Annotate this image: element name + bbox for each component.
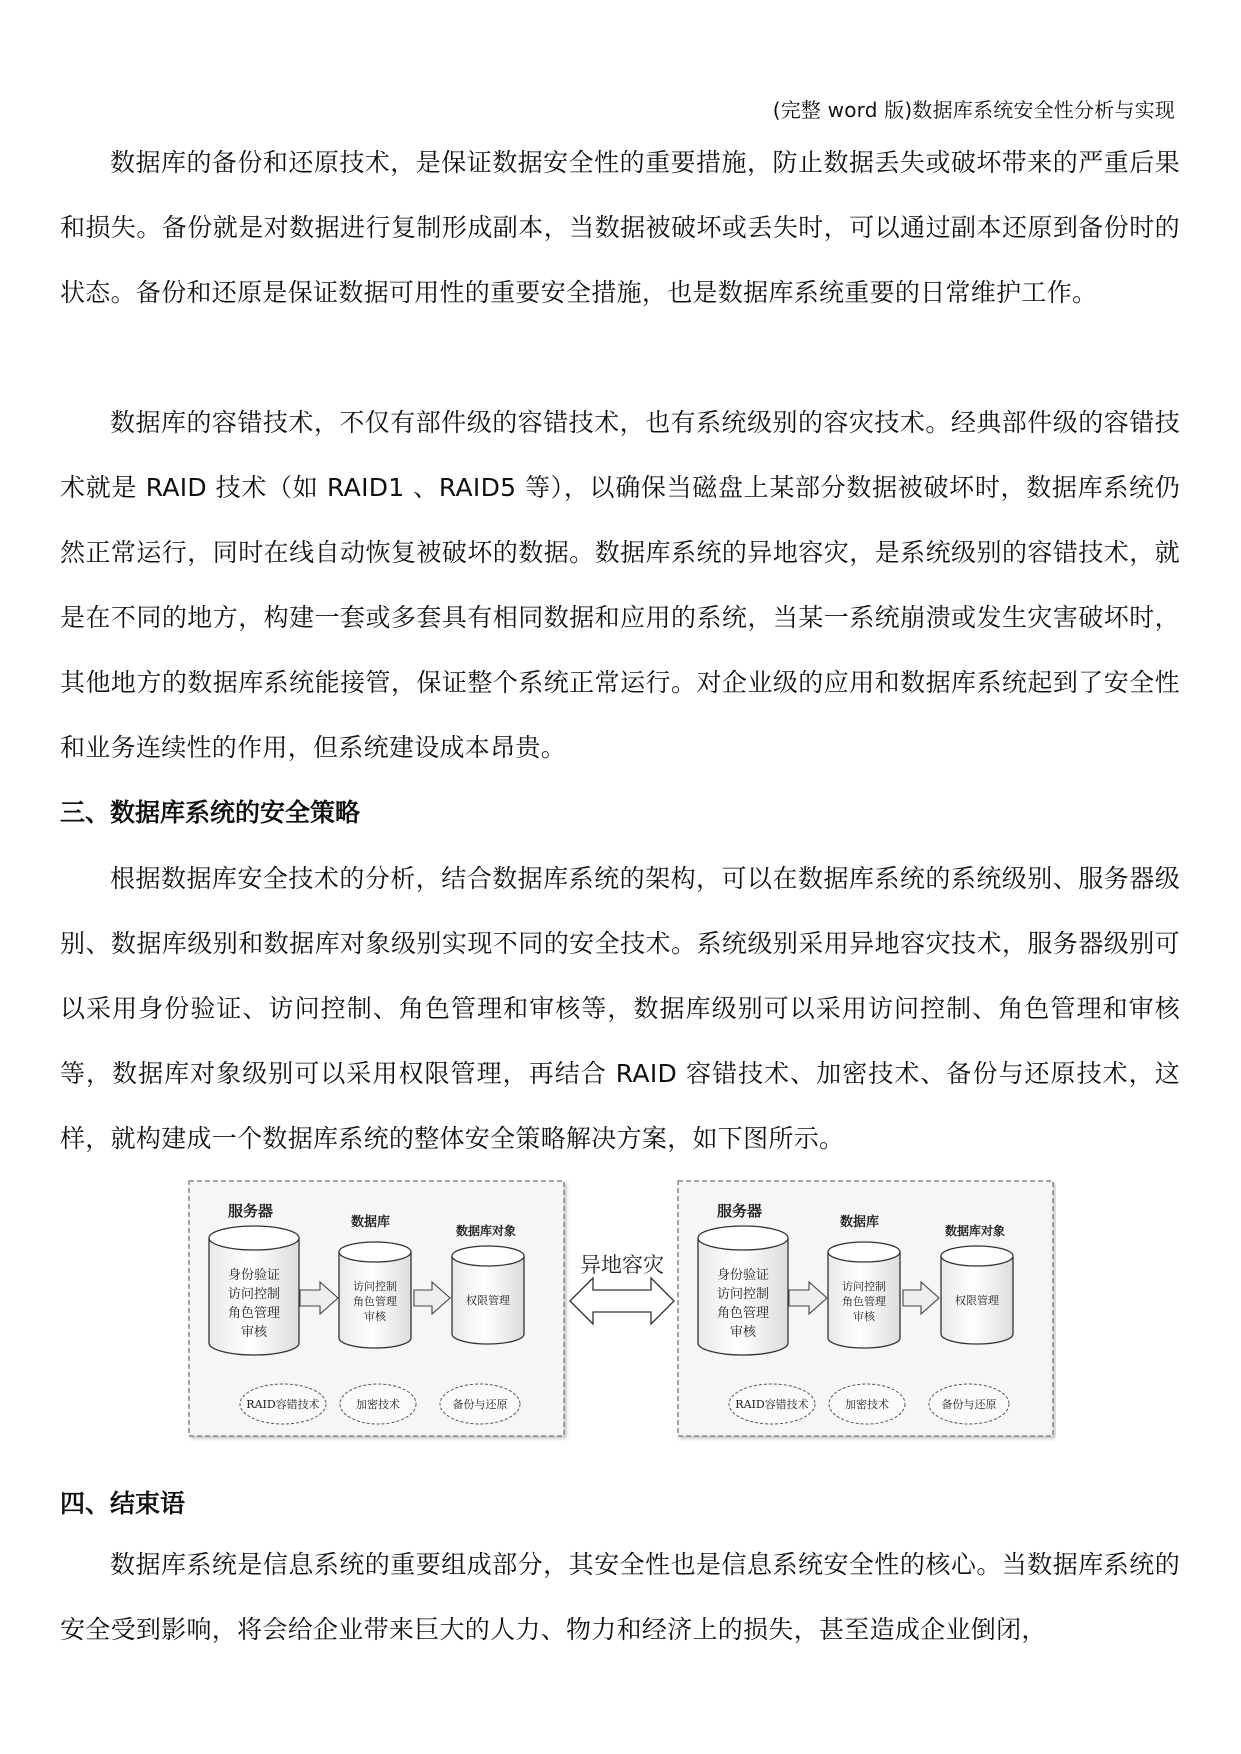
tech-label: 加密技术 [845, 1398, 889, 1411]
db-object-title: 数据库对象 [456, 1224, 517, 1238]
heading-conclusion: 四、结束语 [60, 1489, 186, 1518]
server-item: 角色管理 [716, 1306, 770, 1321]
server-title: 服务器 [717, 1202, 763, 1220]
server-item: 访问控制 [716, 1287, 770, 1302]
remote-disaster-recovery-label: 异地容灾 [580, 1253, 664, 1277]
database-title: 数据库 [351, 1215, 391, 1230]
database-title: 数据库 [840, 1215, 880, 1230]
double-arrow-icon [570, 1278, 674, 1324]
server-item: 访问控制 [227, 1287, 281, 1302]
tech-label: 加密技术 [356, 1398, 400, 1411]
server-item: 审核 [240, 1325, 268, 1340]
tech-label: 备份与还原 [452, 1398, 508, 1411]
tech-label: RAID容错技术 [246, 1398, 320, 1411]
database-item: 角色管理 [353, 1295, 397, 1308]
database-item: 审核 [853, 1310, 875, 1323]
paragraph-fault-tolerance: 数据库的容错技术，不仅有部件级的容错技术，也有系统级别的容灾技术。经典部件级的容错技术就是 RAID 技术（如 RAID1 、RAID5 等），以确保当磁盘上某部分数据被破坏时，数据库系统仍然正常运行，同时在线自动恢复被破坏的数据。数据库系统的异地容灾，是系统级别的容错技术，就是在不同的地方，构建一套或多套具有相同数据和应用的系统，当某一系统崩溃或发生灾害破坏时，其他地方的数据库系统能接管，保证整个系统正常运行。对企业级的应用和数据库系统起到了安全性和业务连续性的作用，但系统建设成本昂贵。 [60, 408, 1180, 762]
paragraph-backup: 数据库的备份和还原技术，是保证数据安全性的重要措施，防止数据丢失或破坏带来的严重后果和损失。备份就是对数据进行复制形成副本，当数据被破坏或丢失时，可以通过副本还原到备份时的状态。备份和还原是保证数据可用性的重要安全措施，也是数据库系统重要的日常维护工作。 [60, 148, 1180, 307]
db-object-title: 数据库对象 [945, 1224, 1006, 1238]
tech-label: RAID容错技术 [735, 1398, 809, 1411]
heading-security-strategy: 三、数据库系统的安全策略 [60, 798, 361, 827]
document-header-title: (完整 word 版)数据库系统安全性分析与实现 [772, 98, 1175, 122]
server-item: 审核 [729, 1325, 757, 1340]
database-item: 访问控制 [842, 1280, 886, 1293]
site-panel-1 [189, 1181, 564, 1436]
server-item: 身份验证 [227, 1268, 281, 1283]
database-item: 访问控制 [353, 1280, 397, 1293]
db-object-item: 权限管理 [466, 1294, 510, 1307]
database-item: 角色管理 [842, 1295, 886, 1308]
site-panel-2 [678, 1181, 1053, 1436]
db-object-item: 权限管理 [955, 1294, 999, 1307]
security-strategy-diagram [186, 1178, 1056, 1443]
database-item: 审核 [364, 1310, 386, 1323]
tech-label: 备份与还原 [941, 1398, 997, 1411]
server-item: 身份验证 [716, 1268, 770, 1283]
server-item: 角色管理 [227, 1306, 281, 1321]
paragraph-strategy: 根据数据库安全技术的分析，结合数据库系统的架构，可以在数据库系统的系统级别、服务器级别、数据库级别和数据库对象级别实现不同的安全技术。系统级别采用异地容灾技术，服务器级别可以采用身份验证、访问控制、角色管理和审核等，数据库级别可以采用访问控制、角色管理和审核等，数据库对象级别可以采用权限管理，再结合 RAID 容错技术、加密技术、备份与还原技术，这样，就构建成一个数据库系统的整体安全策略解决方案，如下图所示。 [60, 864, 1180, 1153]
paragraph-conclusion: 数据库系统是信息系统的重要组成部分，其安全性也是信息系统安全性的核心。当数据库系统的安全受到影响，将会给企业带来巨大的人力、物力和经济上的损失，甚至造成企业倒闭， [60, 1550, 1180, 1644]
server-title: 服务器 [228, 1202, 274, 1220]
